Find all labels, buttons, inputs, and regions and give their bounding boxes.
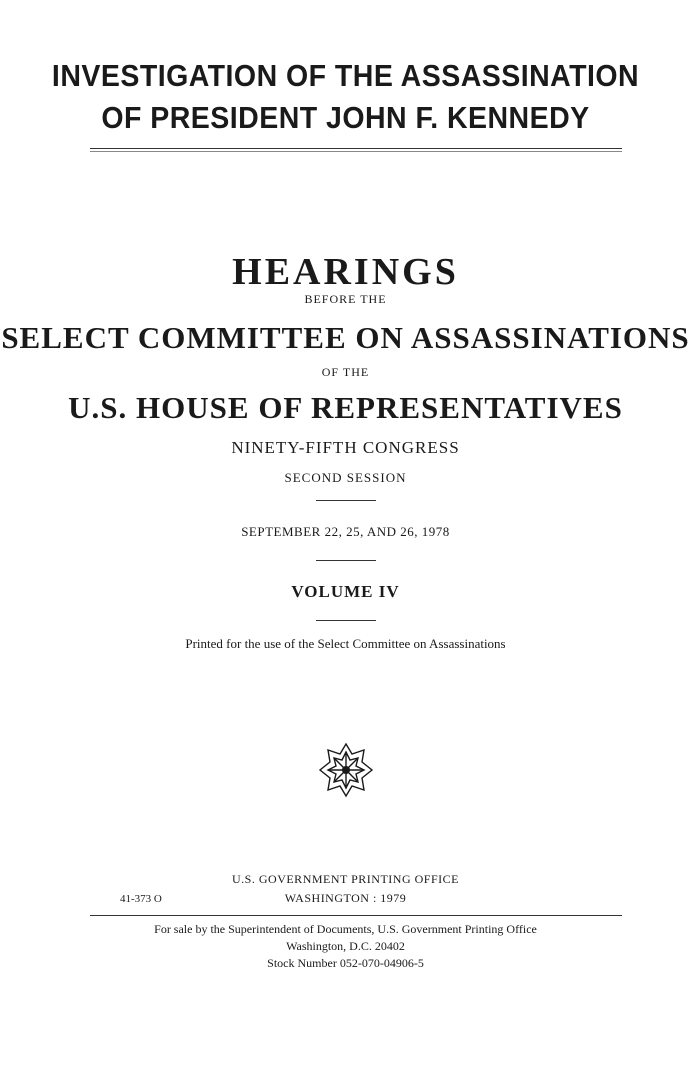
committee-name: SELECT COMMITTEE ON ASSASSINATIONS (1, 320, 690, 355)
before-the-text: BEFORE THE (304, 292, 387, 306)
hearings-heading: HEARINGS (232, 251, 459, 293)
printed-for-text: Printed for the use of the Select Committee on Assassinations (185, 636, 506, 651)
house-name: U.S. HOUSE OF REPRESENTATIVES (68, 390, 623, 425)
gpo-seal-icon (318, 742, 374, 798)
hearing-dates: SEPTEMBER 22, 25, AND 26, 1978 (241, 524, 450, 539)
printing-location: WASHINGTON : 1979 (284, 891, 407, 905)
title-line-1: INVESTIGATION OF THE ASSASSINATION (51, 58, 640, 93)
of-the-text: OF THE (321, 365, 370, 379)
dates-rule (316, 560, 376, 561)
stock-number: Stock Number 052-070-04906-5 (267, 956, 424, 970)
document-code: 41-373 O (120, 893, 162, 905)
title-line-2: OF PRESIDENT JOHN F. KENNEDY (101, 100, 590, 135)
volume-rule (316, 620, 376, 621)
volume-number: VOLUME IV (291, 582, 400, 601)
printing-office: U.S. GOVERNMENT PRINTING OFFICE (232, 872, 459, 886)
sale-line-1: For sale by the Superintendent of Documents, U.S. Government Printing Office (154, 922, 537, 936)
title-rule-thin (90, 151, 622, 152)
sale-line-2: Washington, D.C. 20402 (286, 939, 405, 953)
title-rule (90, 148, 622, 149)
publisher-rule (90, 915, 622, 916)
congress-text: NINETY-FIFTH CONGRESS (231, 438, 460, 457)
session-rule (316, 500, 376, 501)
session-text: SECOND SESSION (284, 470, 407, 485)
